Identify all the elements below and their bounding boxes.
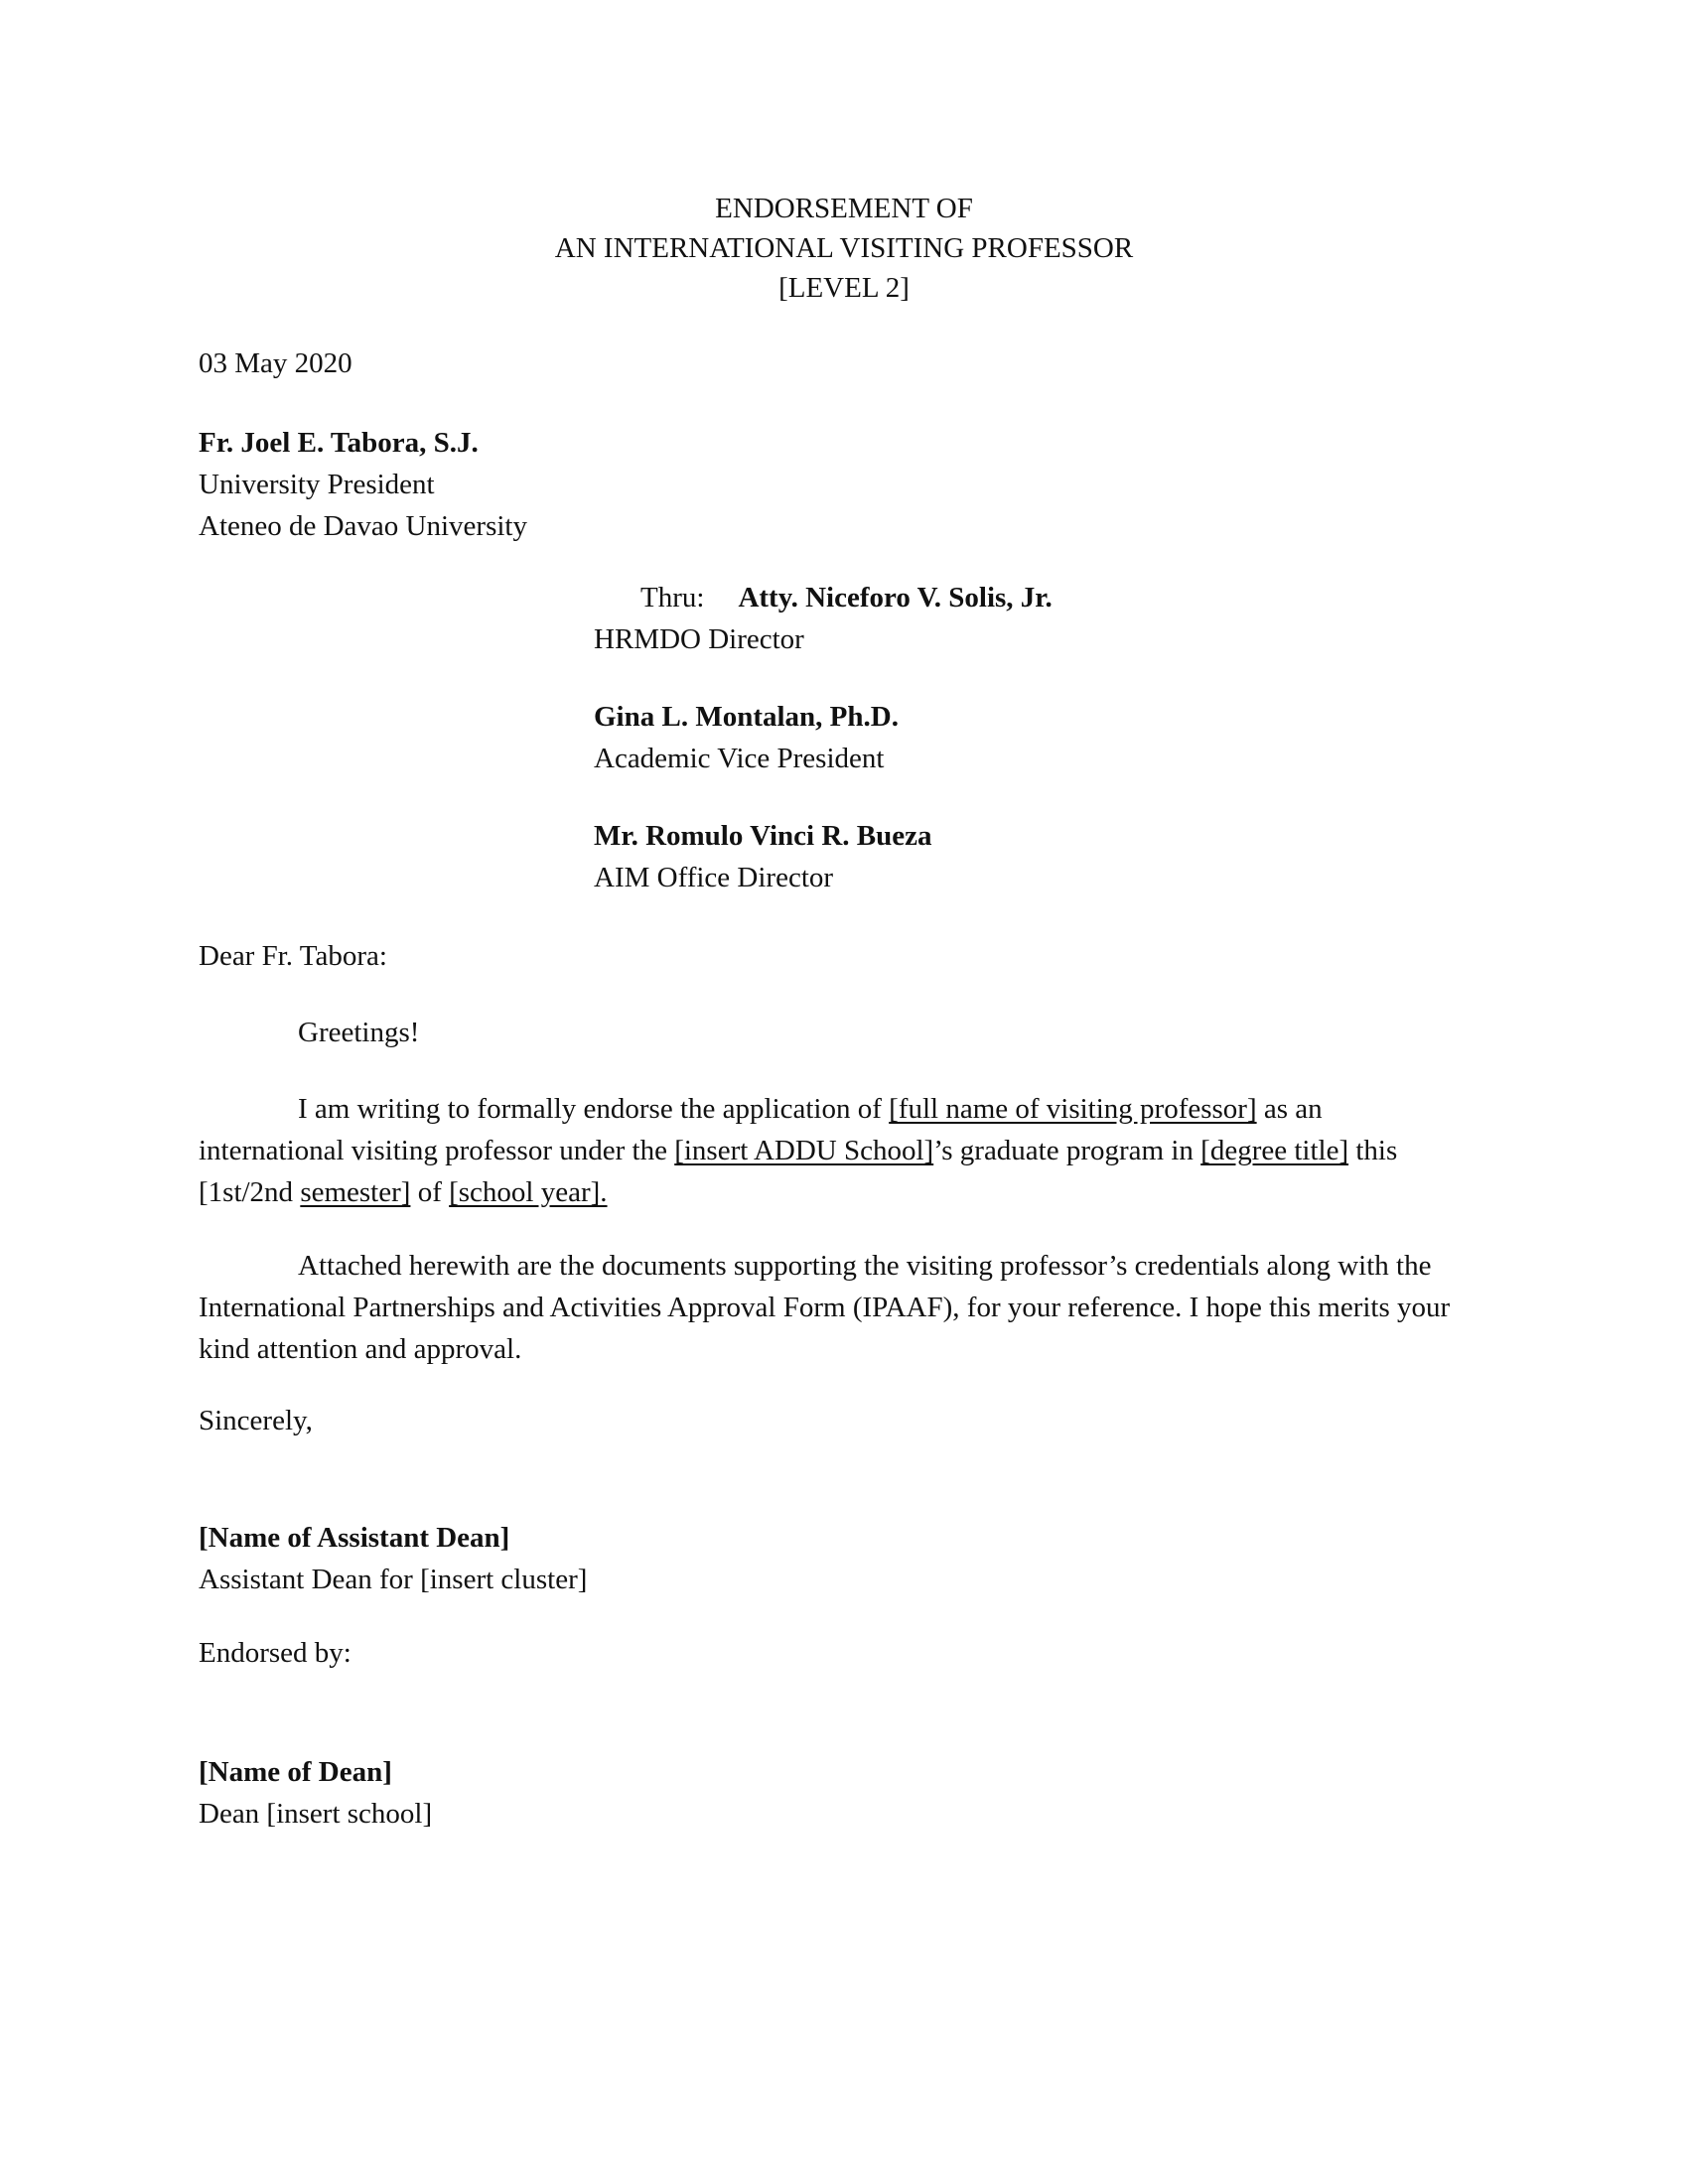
thru-label: Thru: (640, 582, 705, 614)
field-addu-school: [insert ADDU School] (674, 1135, 934, 1166)
signatory-2-name: [Name of Dean] (199, 1756, 392, 1788)
body-paragraph-1 (199, 1088, 1460, 1213)
body-paragraph-2: Attached herewith are the documents supporting the visiting professor’s credentials along with the International Partnerships and Activities Approval Form (IPAAF), for your reference. I hope this merits your kind attention and approval. (199, 1250, 1451, 1365)
body1-text-1: I am writing to formally endorse the application of (298, 1093, 890, 1125)
thru-recipient-1-position: HRMDO Director (594, 623, 804, 655)
endorsed-by-label: Endorsed by: (199, 1637, 352, 1669)
greeting: Greetings! (298, 1017, 420, 1048)
addressee-name: Fr. Joel E. Tabora, S.J. (199, 427, 479, 459)
closing: Sincerely, (199, 1405, 313, 1436)
salutation: Dear Fr. Tabora: (199, 940, 387, 972)
field-school-year: [school year]. (449, 1176, 608, 1208)
thru-recipient-1-name: Atty. Niceforo V. Solis, Jr. (738, 582, 1053, 614)
body1-text-3: ’s graduate program in (933, 1135, 1201, 1166)
thru-recipient-3-position: AIM Office Director (594, 862, 834, 893)
title-line-2: AN INTERNATIONAL VISITING PROFESSOR (554, 232, 1134, 264)
signatory-2 (199, 1751, 1489, 1835)
document-title (0, 189, 1688, 308)
addressee-position: University President (199, 469, 435, 500)
thru-block (594, 577, 1487, 898)
signatory-2-position: Dean [insert school] (199, 1798, 433, 1830)
addressee-institution: Ateneo de Davao University (199, 510, 527, 542)
title-line-3: [LEVEL 2] (778, 272, 910, 304)
field-semester: semester] (300, 1176, 411, 1208)
thru-recipient-1 (594, 577, 1487, 618)
field-degree-title: [degree title] (1200, 1135, 1349, 1166)
signatory-1-name: [Name of Assistant Dean] (199, 1522, 510, 1554)
thru-recipient-2-position: Academic Vice President (594, 743, 885, 774)
body1-text-5: of (410, 1176, 450, 1208)
thru-recipient-2-name: Gina L. Montalan, Ph.D. (594, 701, 899, 733)
field-visiting-professor: [full name of visiting professor] (889, 1093, 1257, 1125)
letter-date: 03 May 2020 (199, 347, 352, 379)
signatory-1-position: Assistant Dean for [insert cluster] (199, 1564, 588, 1595)
addressee-block (199, 422, 1489, 547)
title-line-1: ENDORSEMENT OF (715, 193, 973, 224)
thru-recipient-3-name: Mr. Romulo Vinci R. Bueza (594, 820, 932, 852)
body1-text-2: as an international visiting professor under the (199, 1093, 1323, 1166)
signatory-1 (199, 1517, 1489, 1600)
body1-text-4: this [1st/2nd (199, 1135, 1398, 1208)
